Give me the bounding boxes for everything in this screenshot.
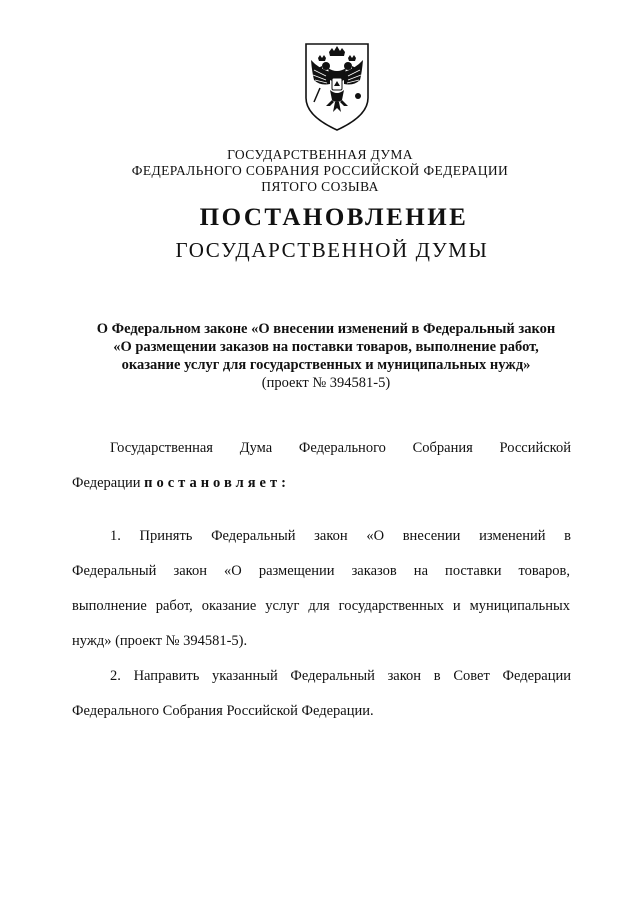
coat-of-arms-icon — [302, 40, 372, 134]
subject-line-1: О Федеральном законе «О внесении изменений в Федеральный закон — [96, 321, 556, 337]
item-2-line-1: 2. Направить указанный Федеральный закон в Совет Федерации — [110, 668, 571, 684]
intro-line-2 — [72, 475, 290, 492]
bill-number: (проект № 394581-5) — [261, 375, 391, 391]
item-1-line-4: нужд» (проект № 394581-5). — [72, 633, 248, 649]
item-1-line-2: Федеральный закон «О размещении заказов на поставки товаров, — [72, 563, 570, 579]
item-1-line-3: выполнение работ, оказание услуг для государственных и муниципальных — [72, 598, 570, 614]
convocation-line: ПЯТОГО СОЗЫВА — [261, 179, 379, 194]
item-2-line-2: Федерального Собрания Российской Федерации. — [72, 703, 374, 719]
subject-line-3: оказание услуг для государственных и муниципальных нужд» — [121, 357, 531, 373]
document-subtitle: ГОСУДАРСТВЕННОЙ ДУМЫ — [175, 238, 489, 262]
intro-line-1: Государственная Дума Федерального Собрания Российской — [110, 440, 571, 456]
resolution-verb: постановляет: — [144, 475, 290, 491]
document-title: ПОСТАНОВЛЕНИЕ — [199, 204, 469, 231]
item-1-line-1: 1. Принять Федеральный закон «О внесении изменений в — [110, 528, 571, 544]
document-subject — [80, 320, 572, 392]
intro-line-2-start: Федерации — [72, 475, 145, 491]
org-name-line-2: ФЕДЕРАЛЬНОГО СОБРАНИЯ РОССИЙСКОЙ ФЕДЕРАЦИИ — [131, 163, 509, 178]
subject-line-2: «О размещении заказов на поставки товаров, выполнение работ, — [113, 339, 539, 355]
org-name-line-1: ГОСУДАРСТВЕННАЯ ДУМА — [227, 147, 413, 162]
